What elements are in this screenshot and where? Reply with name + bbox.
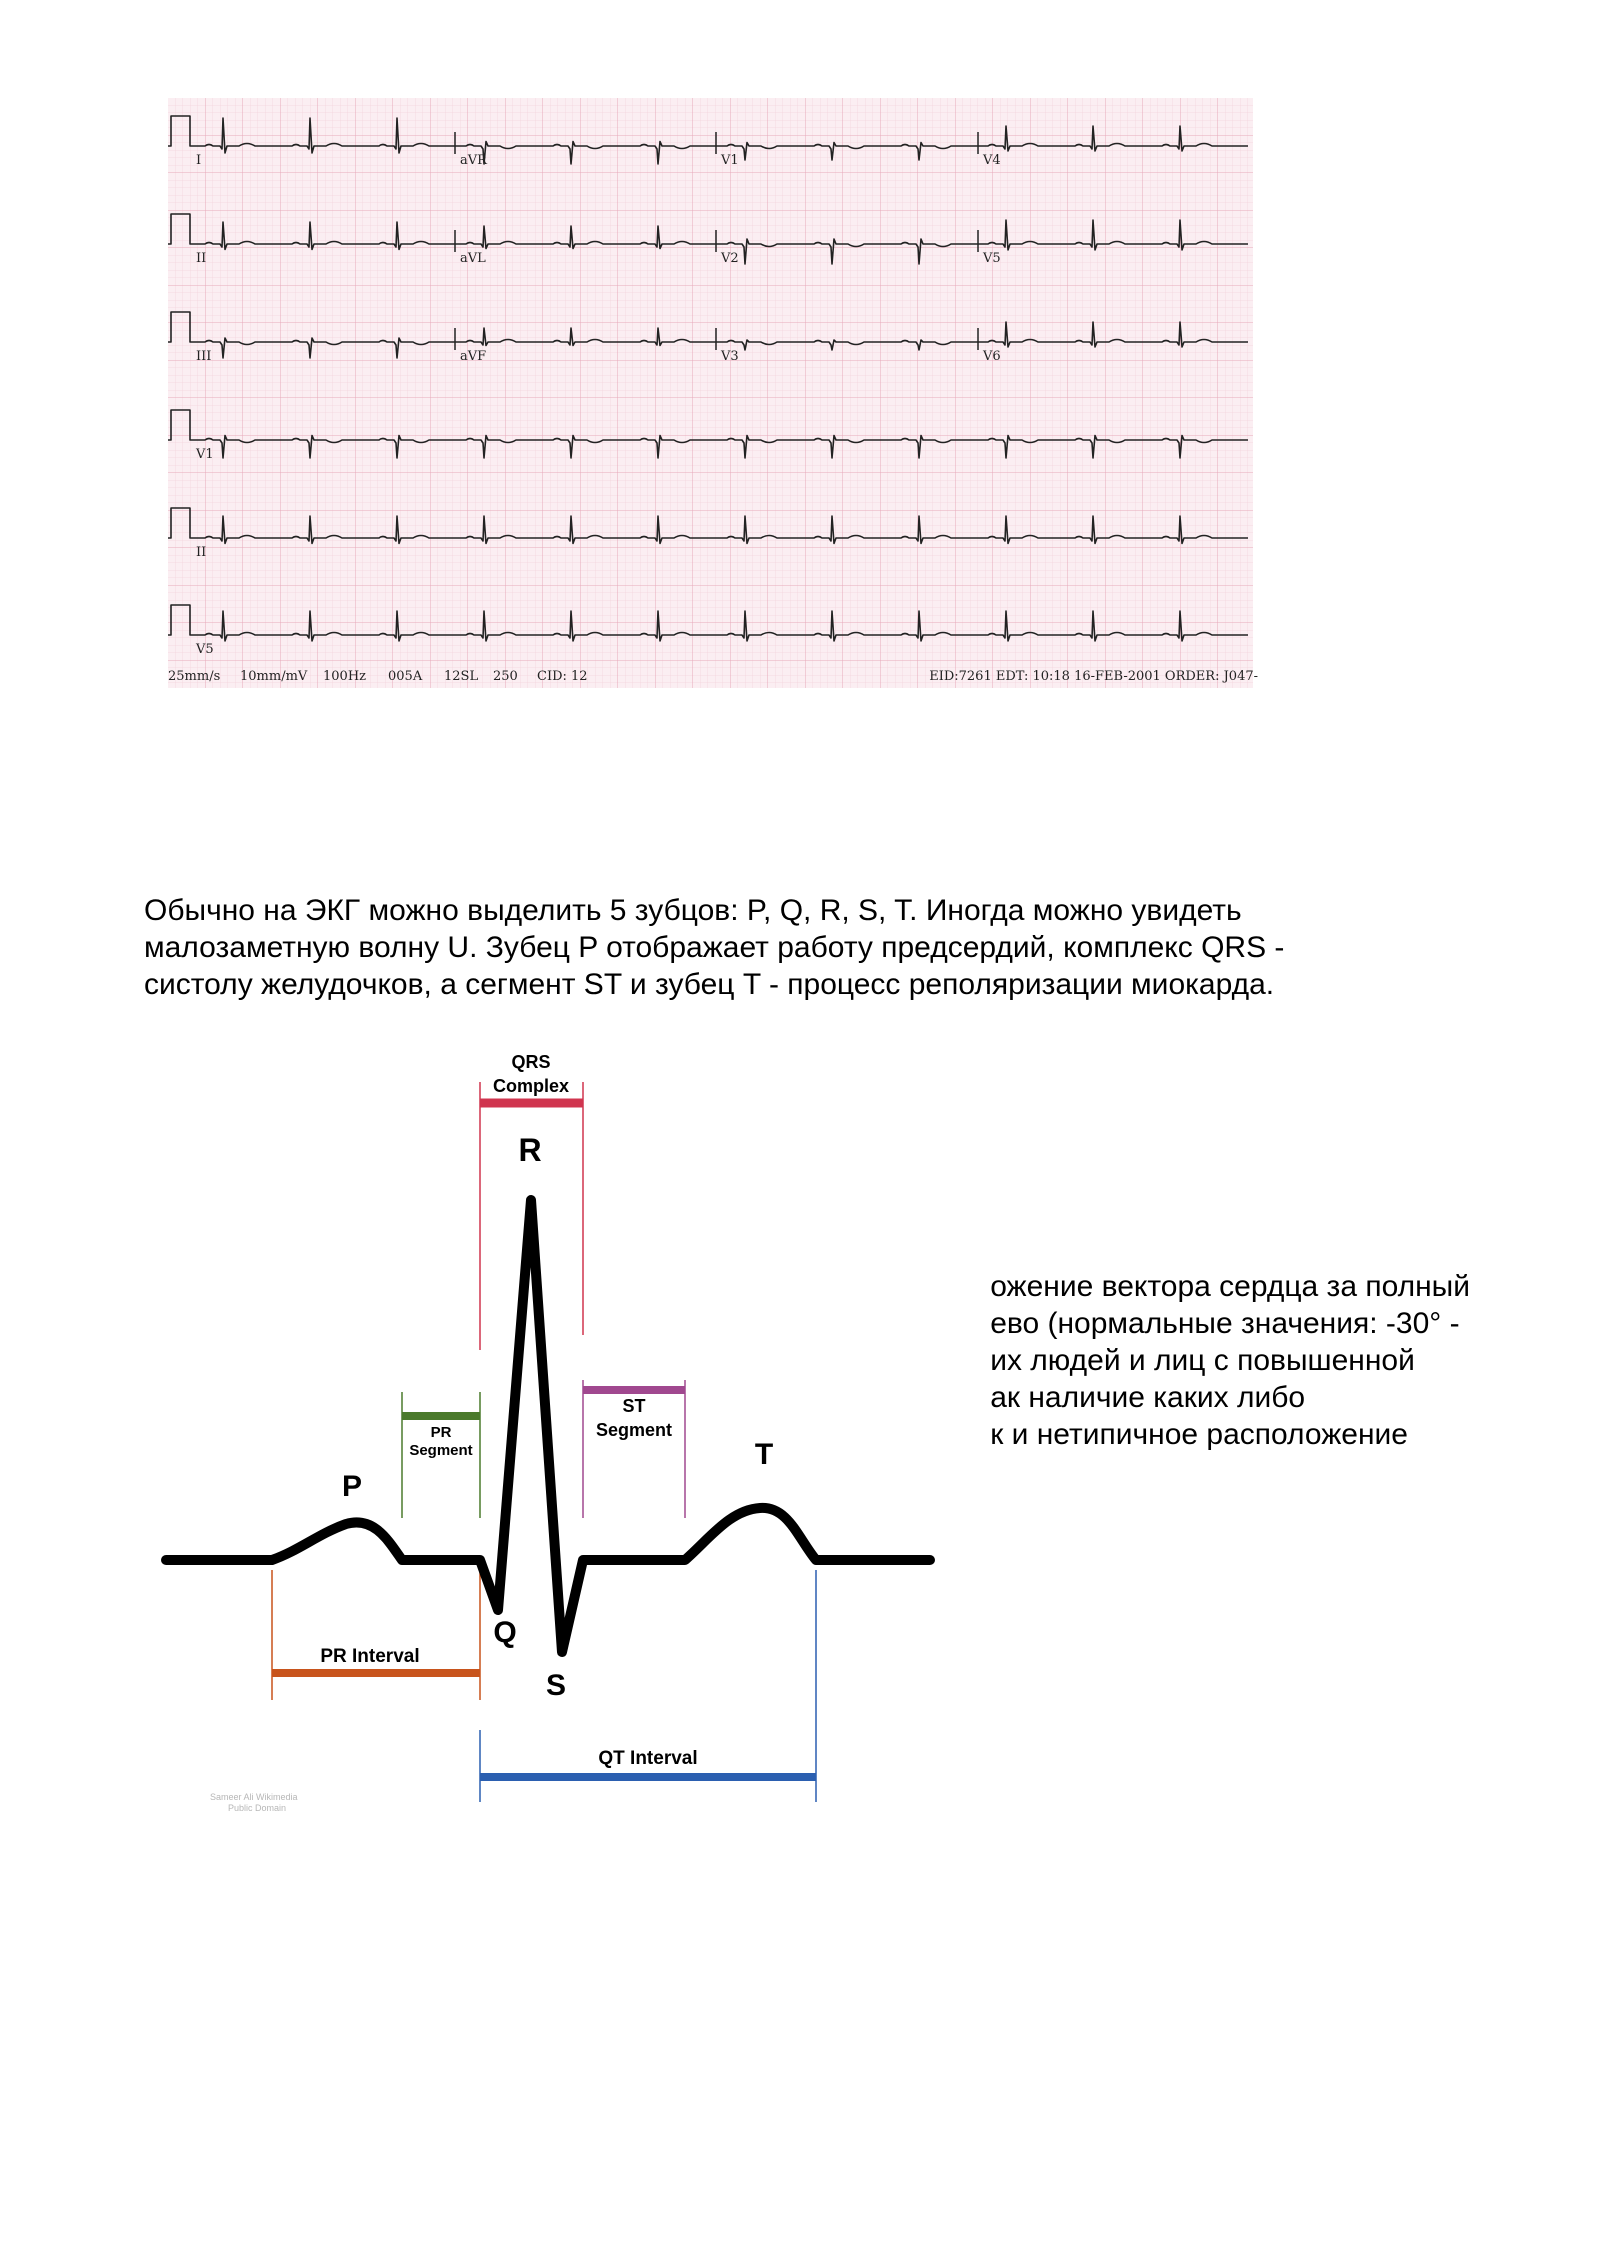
paragraph-line: малозаметную волну U. Зубец P отображает работу предсердий, комплекс QRS - [144,931,1285,964]
qrs-label-complex: Complex [492,1076,570,1096]
ecg-lead-label: V2 [721,251,739,266]
paragraph-line: Обычно на ЭКГ можно выделить 5 зубцов: P, Q, R, S, T. Иногда можно увидеть [144,894,1242,927]
wave-label-t: T [754,1438,774,1471]
ecg-footer-item: 12SL [444,669,479,684]
ecg-lead-label: II [196,545,207,560]
ecg-footer-id: EID:7261 EDT: 10:18 16-FEB-2001 ORDER: J047- [929,669,1258,684]
side-text-line: ево (нормальные значения: -30° - [990,1307,1460,1340]
ecg-lead-label: V6 [983,349,1001,364]
ecg-footer-item: 10mm/mV [240,669,308,684]
image-credit-2: Public Domain [228,1803,287,1813]
side-text-line: ак наличие каких либо [990,1381,1306,1414]
pqrst-diagram [150,1050,950,1830]
wave-label-p: P [341,1470,363,1503]
ecg-footer-item: 250 [493,669,518,684]
ecg-strip [168,98,1262,703]
side-text-line: ожение вектора сердца за полный [990,1270,1470,1303]
side-text-line: их людей и лиц с повышенной [990,1344,1415,1377]
ecg-lead-label: V3 [721,349,739,364]
ecg-lead-label: V5 [196,642,214,657]
ecg-footer-item: 005A [388,669,423,684]
ecg-lead-label: V1 [721,153,739,168]
ecg-footer-item: 100Hz [323,669,366,684]
st-segment-label: ST [622,1396,646,1416]
paragraph-line: систолу желудочков, а сегмент ST и зубец T - процесс реполяризации миокарда. [144,968,1275,1001]
pr-segment-label-2: Segment [409,1442,473,1459]
wave-label-r: R [518,1132,542,1168]
ecg-lead-label: aVL [460,251,486,266]
side-text-line: к и нетипичное расположение [990,1418,1408,1451]
ecg-lead-label: V4 [983,153,1001,168]
st-segment-label-2: Segment [595,1420,673,1440]
ecg-footer-item: 25mm/s [168,669,221,684]
wave-label-q: Q [493,1616,517,1649]
ecg-lead-label: V1 [196,447,214,462]
ecg-lead-label: V5 [983,251,1001,266]
ecg-footer-item: CID: 12 [537,669,588,684]
wave-label-s: S [545,1669,567,1702]
side-text-block [950,1268,1470,1468]
paragraph [144,892,1464,1003]
qt-interval-label: QT Interval [598,1748,698,1769]
pr-segment-label: PR [430,1424,452,1441]
ecg-lead-label: aVF [460,349,487,364]
ecg-lead-label: II [196,251,207,266]
ecg-lead-label: I [196,153,202,168]
qrs-label: QRS [511,1052,551,1072]
ecg-lead-label: III [196,349,212,364]
ecg-lead-label: aVR [460,153,487,168]
image-credit: Sameer Ali Wikimedia [210,1792,298,1802]
pr-interval-label: PR Interval [320,1646,420,1667]
